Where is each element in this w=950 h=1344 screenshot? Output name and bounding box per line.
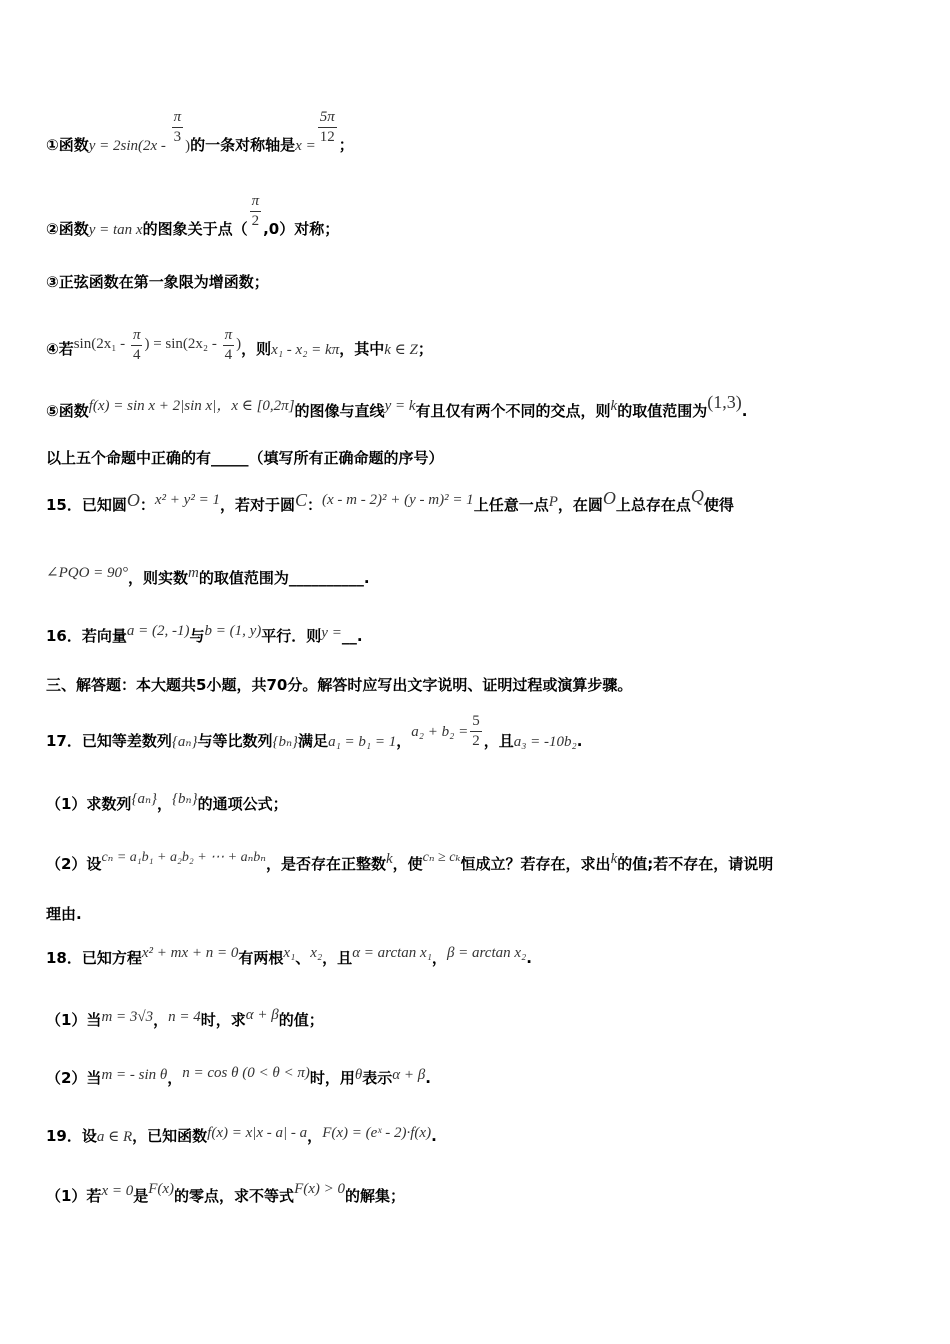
statement-1-label: ①函数 (46, 136, 89, 154)
question-15-cont: ∠PQO = 90°，则实数m的取值范围为__________. (46, 565, 370, 587)
statement-text: 的一条对称轴是 (190, 136, 296, 154)
math-expr: y = tan x (88, 222, 143, 238)
statement-2: ②函数y = tan x的图象关于点（ $\frac{\pi}{2}$ ,0）对称； (46, 193, 340, 238)
question-14-tail: 以上五个命题中正确的有_____（填写所有正确命题的序号） (46, 449, 444, 467)
question-17-part2: （2）设cₙ = a₁b₁ + a₂b₂ + ⋯ + aₙbₙ，是否存在正整数k，使cₙ ≥ cₖ恒成立？若存在，求出k的值;若不存在，请说明 (46, 850, 774, 873)
question-17-part2-cont: 理由. (46, 905, 82, 923)
statement-1: ①函数y = 2sin(2x - $\frac{\pi}{3}$ )的一条对称轴是x = $\frac{5\pi}{12}$ ； (46, 109, 354, 154)
statement-3: ③正弦函数在第一象限为增函数； (46, 273, 269, 291)
question-17-part1: （1）求数列{aₙ}，{bₙ}的通项公式； (46, 791, 288, 813)
fraction: $\frac{\pi}{3}$ (173, 109, 182, 145)
fraction: $\frac{\pi}{2}$ (251, 193, 260, 229)
question-17: 17．已知等差数列{aₙ}与等比数列{bₙ}满足a₁ = b₁ = 1，a₂ + b₂ = $\frac{5}{2}$ ，且a₃ = -10b₂. (46, 713, 583, 750)
statement-4: ④若sin(2x₁ - $\frac{\pi}{4}$ ) = sin(2x₂ - $\frac{\pi}{4}$ )，则x₁ - x₂ = kπ，其中k ∈ Z； (46, 327, 433, 363)
question-19-part1: （1）若x = 0是F(x)的零点，求不等式F(x) > 0的解集； (46, 1181, 406, 1205)
math-expr: y = 2sin(2x - (88, 138, 170, 154)
section-heading: 三、解答题：本大题共5小题，共70分。解答时应写出文字说明、证明过程或演算步骤。 (46, 676, 633, 694)
question-18-part2: （2）当m = - sin θ，n = cos θ (0 < θ < π)时，用θ表示α + β. (46, 1065, 431, 1087)
question-18-part1: （1）当m = 3√3，n = 4时，求α + β的值； (46, 1007, 324, 1029)
question-16: 16．若向量a = (2, -1)与b = (1, y)平行．则y =__. (46, 623, 363, 645)
question-15: 15．已知圆O：x² + y² = 1，若对于圆C：(x - m - 2)² + (y - m)² = 1上任意一点P，在圆O上总存在点Q使得 (46, 486, 734, 514)
question-18: 18．已知方程x² + mx + n = 0有两根x₁、x₂，且α = arctan x₁，β = arctan x₂. (46, 945, 532, 967)
question-19: 19．设a ∈ R，已知函数f(x) = x|x - a| - a，F(x) = (eˣ - 2)·f(x). (46, 1125, 437, 1145)
fraction: $\frac{5\pi}{12}$ (319, 109, 335, 145)
statement-5: ⑤函数f(x) = sin x + 2|sin x|，x ∈ [0,2π]的图像与直线y = k有且仅有两个不同的交点，则k的取值范围为(1,3). (46, 392, 748, 420)
